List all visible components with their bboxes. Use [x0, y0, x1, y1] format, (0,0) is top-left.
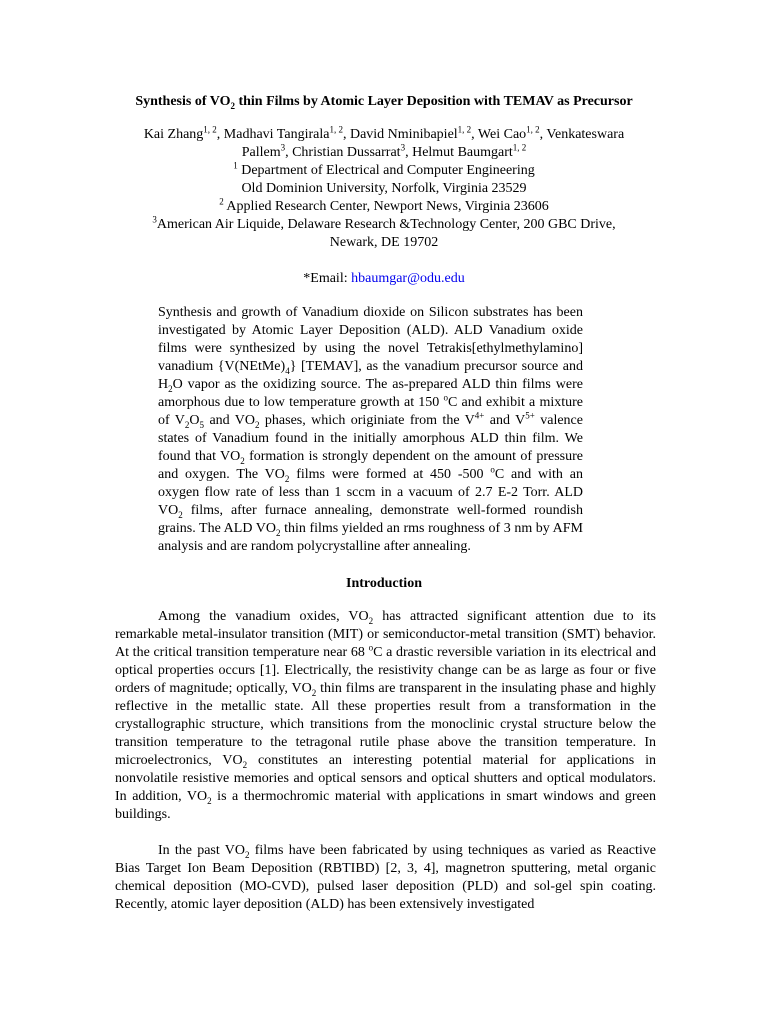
email-link[interactable]: hbaumgar@odu.edu — [351, 271, 465, 286]
affiliation-1 — [80, 162, 688, 180]
abstract-text: O vapor as the oxidizing source. The as-prepared ALD thin films were amorphous due to low temperature growth at 150 — [158, 377, 583, 410]
subscript: 2 — [242, 759, 248, 770]
author-name: , Christian Dussarrat — [285, 145, 401, 160]
author-name: Pallem — [241, 145, 281, 160]
abstract-text: valence states of Vanadium found in the initially amorphous ALD thin film. We found that VO — [158, 413, 583, 464]
email-line — [80, 270, 688, 288]
abstract-text: } [TEMAV], as the vanadium precursor source and H — [158, 359, 583, 392]
author-block — [80, 126, 688, 252]
paragraph-text: C a drastic reversible variation in its electrical and optical properties occurs [1]. Electrically, the resistivity change can be as large as four or five orders of magnitude; optically, VO — [115, 645, 656, 696]
author-name: , Madhavi Tangirala — [216, 127, 330, 142]
author-affiliation-sup: 1, 2 — [203, 124, 217, 135]
paragraph-text: has attracted significant attention due to its remarkable metal-insulator transition (MIT) or semiconductor-metal transition (SMT) behavior. At the critical transition temperature near 68 — [115, 609, 656, 660]
affiliation-text: Applied Research Center, Newport News, Virginia 23606 — [223, 199, 549, 214]
author-name: , Venkateswara — [539, 127, 625, 142]
abstract-text: C and exhibit a mixture of V — [158, 395, 583, 428]
affiliation-sup: 2 — [219, 196, 224, 207]
subscript: 2 — [207, 795, 212, 806]
subscript: 2 — [276, 527, 281, 538]
abstract-text: thin films yielded an rms roughness of 3 nm by AFM analysis and are random polycrystalline after annealing. — [158, 521, 583, 554]
title-text: Synthesis of VO — [135, 94, 231, 109]
title-text: thin Films by Atomic Layer Deposition with TEMAV as Precursor — [234, 94, 633, 109]
affiliation-2 — [80, 198, 688, 216]
abstract-text: and V — [484, 413, 526, 428]
abstract — [158, 304, 583, 556]
subscript: 2 — [178, 509, 183, 520]
author-name: , David Nminibapiel — [342, 127, 458, 142]
author-affiliation-sup: 1, 2 — [512, 142, 527, 153]
intro-paragraph-2 — [115, 842, 656, 914]
subscript: 2 — [240, 455, 245, 466]
affiliation-sup: 1 — [233, 160, 238, 171]
affiliation-text: American Air Liquide, Delaware Research &Technology Center, 200 GBC Drive, — [156, 217, 616, 232]
author-affiliation-sup: 1, 2 — [526, 124, 540, 135]
subscript: 2 — [184, 419, 190, 430]
abstract-text: films, after furnace annealing, demonstrate well-formed roundish grains. The ALD VO — [158, 503, 583, 536]
superscript: 5+ — [525, 410, 535, 421]
paragraph-text: Among the vanadium oxides, VO — [158, 609, 369, 624]
abstract-text: films were formed at 450 -500 — [289, 467, 491, 482]
author-affiliation-sup: 1, 2 — [457, 124, 472, 135]
author-name: Kai Zhang — [143, 127, 204, 142]
email-label: *Email: — [303, 271, 352, 286]
abstract-text: formation is strongly dependent on the amount of pressure and oxygen. The VO — [158, 449, 584, 482]
author-affiliation-sup: 3 — [280, 142, 286, 153]
paragraph-text: is a thermochromic material with applications in smart windows and green buildings. — [115, 789, 656, 822]
subscript: 2 — [311, 687, 317, 698]
intro-paragraph-1 — [115, 608, 656, 824]
subscript: 4 — [285, 365, 290, 376]
affiliation-3 — [80, 216, 688, 234]
abstract-text: C and with an oxygen flow rate of less than 1 sccm in a vacuum of 2.7 E-2 Torr. ALD VO — [158, 467, 583, 518]
subscript: 2 — [255, 419, 260, 430]
affiliation-text: Department of Electrical and Computer Engineering — [237, 163, 535, 178]
subscript: 2 — [368, 615, 374, 626]
degree-superscript: o — [443, 392, 449, 403]
abstract-text: Synthesis and growth of Vanadium dioxide on Silicon substrates has been investigated by Atomic Layer Deposition (ALD). ALD Vanadium oxide films were synthesized by using the novel Tetrakis[ethylmethylamino] vanadium {V(NEtMe) — [158, 305, 583, 374]
degree-superscript: o — [368, 642, 374, 653]
title-subscript: 2 — [230, 100, 235, 111]
author-affiliation-sup: 1, 2 — [329, 124, 343, 135]
affiliation-1-address: Old Dominion University, Norfolk, Virginia 23529 — [241, 181, 527, 196]
affiliation-sup: 3 — [152, 214, 157, 225]
author-name: , Wei Cao — [471, 127, 527, 142]
abstract-text: and VO — [204, 413, 256, 428]
abstract-text: phases, which originiate from the V — [259, 413, 475, 428]
subscript: 2 — [284, 473, 290, 484]
paragraph-text: thin films are transparent in the insulating phase and highly reflective in the metallic state. All these properties result from a transformation in the crystallographic structure, which transitions from the monoclinic crystal structure below the transition temperature to the tetragonal rutile phase above the transition temperature. In microelectronics, VO — [115, 681, 656, 768]
degree-superscript: o — [490, 464, 495, 475]
section-heading-introduction: Introduction — [346, 576, 422, 591]
paragraph-text: In the past VO — [158, 843, 245, 858]
paragraph-text: films have been fabricated by using techniques as varied as Reactive Bias Target Ion Beam Deposition (RBTIBD) [2, 3, 4], magnetron sputtering, metal organic chemical deposition (MO-CVD), pulsed laser deposition (PLD) and sol-gel spin coating. Recently, atomic layer deposition (ALD) has been extensively investigated — [115, 843, 657, 912]
author-affiliation-sup: 3 — [400, 142, 406, 153]
author-line — [80, 126, 688, 144]
superscript: 4+ — [474, 410, 485, 421]
paragraph-text: constitutes an interesting potential material for applications in nonvolatile resistive memories and optical sensors and optical shutters and optical modulators. In addition, VO — [115, 753, 657, 804]
abstract-text: O — [189, 413, 200, 428]
subscript: 2 — [168, 383, 173, 394]
subscript: 2 — [244, 849, 250, 860]
subscript: 5 — [199, 419, 205, 430]
author-line — [80, 144, 688, 162]
paper-title — [60, 92, 708, 112]
author-name: , Helmut Baumgart — [405, 145, 513, 160]
affiliation-3-address: Newark, DE 19702 — [329, 235, 439, 250]
